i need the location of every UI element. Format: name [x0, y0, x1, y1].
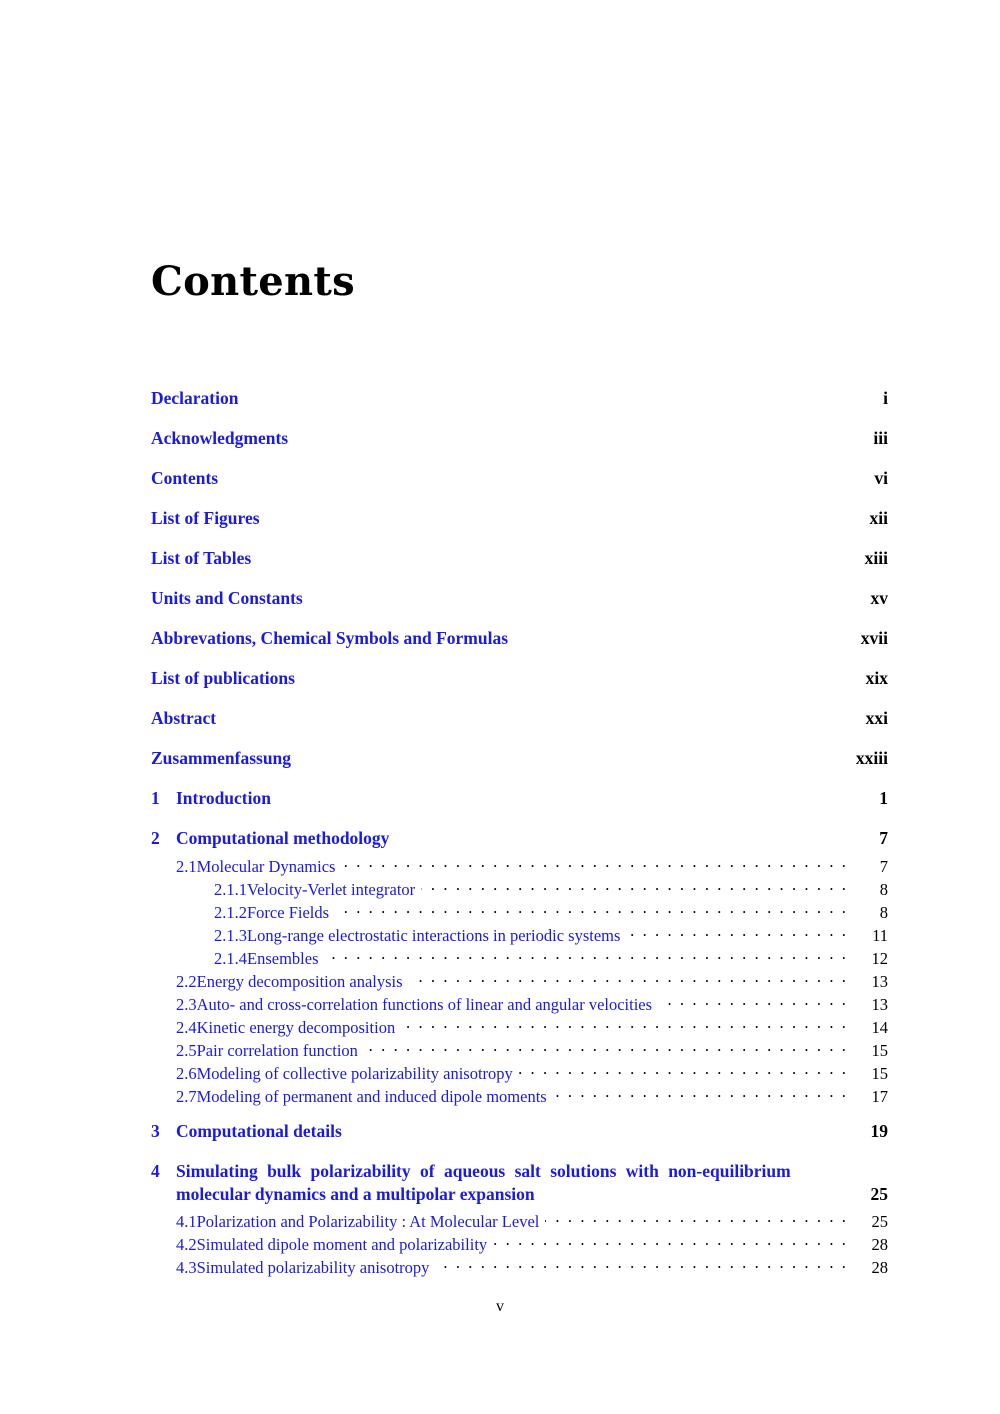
section-title[interactable]: Simulated polarizability anisotropy: [196, 1258, 430, 1277]
section-page: 25: [871, 1212, 888, 1231]
toc-subsection[interactable]: [151, 875, 888, 900]
section-title[interactable]: Simulated dipole moment and polarizability: [196, 1235, 488, 1254]
toc-entry-page: xxi: [865, 708, 888, 728]
section-page: 13: [871, 995, 888, 1014]
section-title[interactable]: Pair correlation function: [196, 1041, 358, 1060]
toc-entry-label[interactable]: Abbrevations, Chemical Symbols and Formulas: [151, 628, 509, 648]
subsection-number[interactable]: 2.1.2: [214, 903, 247, 922]
toc-entry-zusammenfassung[interactable]: [151, 748, 888, 769]
leader-dots: [364, 1036, 848, 1056]
toc-chapter-3[interactable]: [151, 1121, 888, 1142]
toc-section[interactable]: [151, 1207, 888, 1232]
section-page: 7: [879, 857, 888, 876]
section-title[interactable]: Modeling of collective polarizability anisotropy: [196, 1064, 513, 1083]
toc-entry-page: xiii: [864, 548, 888, 568]
leader-dots: [401, 1013, 848, 1033]
section-page: 17: [871, 1087, 888, 1106]
section-page: 13: [871, 972, 888, 991]
toc-entry-label[interactable]: Contents: [151, 468, 219, 488]
chapter-number[interactable]: 3: [151, 1121, 160, 1141]
leader-dots: [493, 1230, 848, 1250]
chapter-title-line-2[interactable]: molecular dynamics and a multipolar expansion: [176, 1184, 535, 1204]
toc-entry-list-of-publications[interactable]: [151, 668, 888, 689]
toc-entry-list-of-tables[interactable]: [151, 548, 888, 569]
section-page: 14: [871, 1018, 888, 1037]
section-number[interactable]: 4.1: [176, 1212, 197, 1231]
toc-entry-label[interactable]: List of Figures: [151, 508, 260, 528]
toc-section[interactable]: [151, 1013, 888, 1038]
toc-section[interactable]: [151, 1253, 888, 1278]
section-page: 11: [872, 926, 888, 945]
leader-dots: [325, 944, 849, 964]
section-title[interactable]: Modeling of permanent and induced dipole moments: [196, 1087, 547, 1106]
toc-entry-label[interactable]: Zusammenfassung: [151, 748, 292, 768]
leader-dots: [435, 1253, 848, 1273]
chapter-number[interactable]: 2: [151, 828, 160, 848]
section-number[interactable]: 2.5: [176, 1041, 197, 1060]
toc-entry-page: vi: [874, 468, 888, 488]
page-title: Contents: [151, 258, 356, 305]
subsection-number[interactable]: 2.1.3: [214, 926, 247, 945]
section-page: 12: [871, 949, 888, 968]
subsection-title[interactable]: Ensembles: [247, 949, 319, 968]
section-number[interactable]: 2.1: [176, 857, 197, 876]
toc-chapter-4-cont[interactable]: [151, 1184, 888, 1205]
toc-entry-label[interactable]: Abstract: [151, 708, 217, 728]
toc-section[interactable]: [151, 967, 888, 992]
toc-entry-acknowledgments[interactable]: [151, 428, 888, 449]
toc-entry-page: i: [883, 388, 888, 408]
page-number: v: [496, 1298, 504, 1315]
toc-subsection[interactable]: [151, 921, 888, 946]
toc-section[interactable]: [151, 990, 888, 1015]
section-page: 28: [871, 1235, 888, 1254]
section-title[interactable]: Auto- and cross-correlation functions of linear and angular velocities: [196, 995, 653, 1014]
toc-entry-list-of-figures[interactable]: [151, 508, 888, 529]
toc-entry-page: xxiii: [855, 748, 888, 768]
section-title[interactable]: Energy decomposition analysis: [196, 972, 403, 991]
leader-dots: [421, 875, 848, 895]
subsection-number[interactable]: 2.1.1: [214, 880, 247, 899]
toc-entry-label[interactable]: Declaration: [151, 388, 239, 408]
toc-section[interactable]: [151, 852, 888, 877]
section-page: 8: [879, 880, 888, 899]
section-title[interactable]: Polarization and Polarizability : At Molecular Level: [196, 1212, 540, 1231]
toc-entry-page: xix: [865, 668, 888, 688]
toc-subsection[interactable]: [151, 898, 888, 923]
chapter-title[interactable]: Computational methodology: [176, 828, 390, 848]
subsection-number[interactable]: 2.1.4: [214, 949, 247, 968]
toc-entry-page: 19: [870, 1121, 888, 1141]
section-number[interactable]: 4.3: [176, 1258, 197, 1277]
section-page: 8: [879, 903, 888, 922]
toc-entry-abbrevations[interactable]: [151, 628, 888, 649]
leader-dots: [341, 852, 848, 872]
section-number[interactable]: 2.6: [176, 1064, 197, 1083]
toc-section[interactable]: [151, 1230, 888, 1255]
toc-entry-contents[interactable]: [151, 468, 888, 489]
toc-entry-page: xvii: [860, 628, 888, 648]
toc-chapter-1[interactable]: [151, 788, 888, 809]
leader-dots: [519, 1059, 848, 1079]
section-page: 28: [871, 1258, 888, 1277]
chapter-title-line-1[interactable]: Simulating bulk polarizability of aqueous salt solutions with non-equilibrium: [176, 1161, 791, 1181]
leader-dots: [658, 990, 848, 1010]
chapter-number[interactable]: 1: [151, 788, 160, 808]
toc-entry-page: 1: [879, 788, 888, 808]
chapter-title[interactable]: Computational details: [176, 1121, 342, 1141]
toc-entry-page: 7: [879, 828, 888, 848]
section-title[interactable]: Molecular Dynamics: [196, 857, 336, 876]
toc-entry-label[interactable]: List of publications: [151, 668, 295, 688]
toc-entry-page: xv: [870, 588, 888, 608]
chapter-number[interactable]: 4: [151, 1161, 160, 1181]
section-page: 15: [871, 1064, 888, 1083]
chapter-title[interactable]: Introduction: [176, 788, 271, 808]
section-number[interactable]: 2.7: [176, 1087, 197, 1106]
leader-dots: [545, 1207, 848, 1227]
toc-entry-label[interactable]: Acknowledgments: [151, 428, 289, 448]
toc-subsection[interactable]: [151, 944, 888, 969]
section-page: 15: [871, 1041, 888, 1060]
section-number[interactable]: 2.2: [176, 972, 197, 991]
toc-entry-declaration[interactable]: [151, 388, 888, 409]
toc-entry-abstract[interactable]: [151, 708, 888, 729]
toc-entry-page: iii: [873, 428, 888, 448]
toc-section[interactable]: [151, 1036, 888, 1061]
toc-entry-page: xii: [869, 508, 888, 528]
toc-entry-page: 25: [870, 1184, 888, 1204]
subsection-title[interactable]: Force Fields: [247, 903, 330, 922]
toc-entry-label[interactable]: Units and Constants: [151, 588, 303, 608]
section-title[interactable]: Kinetic energy decomposition: [196, 1018, 396, 1037]
leader-dots: [409, 967, 848, 987]
subsection-title[interactable]: Long-range electrostatic interactions in periodic systems: [247, 926, 621, 945]
toc-entry-units-and-constants[interactable]: [151, 588, 888, 609]
section-number[interactable]: 2.3: [176, 995, 197, 1014]
leader-dots: [626, 921, 848, 941]
toc-section[interactable]: [151, 1082, 888, 1107]
section-number[interactable]: 2.4: [176, 1018, 197, 1037]
subsection-title[interactable]: Velocity-Verlet integrator: [247, 880, 416, 899]
section-number[interactable]: 4.2: [176, 1235, 197, 1254]
toc-entry-label[interactable]: List of Tables: [151, 548, 252, 568]
leader-dots: [335, 898, 848, 918]
toc-chapter-2[interactable]: [151, 828, 888, 849]
leader-dots: [553, 1082, 848, 1102]
toc-section[interactable]: [151, 1059, 888, 1084]
toc-chapter-4[interactable]: [151, 1161, 888, 1182]
